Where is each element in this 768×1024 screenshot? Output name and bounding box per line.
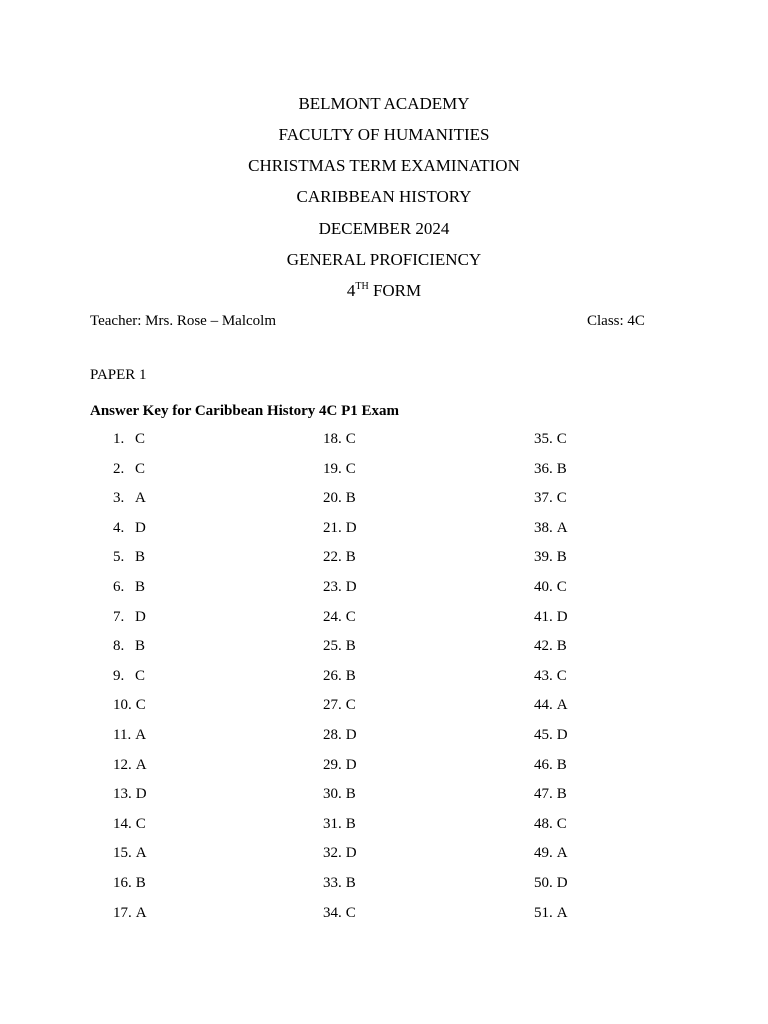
form-word: FORM (372, 281, 422, 300)
question-number: 20. (323, 490, 342, 507)
answer-item (113, 667, 293, 697)
question-number: 29. (323, 756, 342, 773)
answer-letter: D (345, 578, 357, 595)
answer-item (113, 815, 293, 845)
answer-letter: B (345, 874, 356, 891)
exam-title: CHRISTMAS TERM EXAMINATION (248, 156, 520, 175)
answer-letter: B (556, 638, 567, 655)
answer-letter: A (556, 904, 568, 921)
question-number: 51. (534, 904, 553, 921)
answer-item (534, 844, 714, 874)
subject-title: CARIBBEAN HISTORY (296, 187, 472, 206)
answer-item (534, 726, 714, 756)
answer-item (323, 519, 503, 549)
answer-item (113, 756, 293, 786)
answer-letter: C (345, 904, 356, 921)
answer-letter: C (556, 431, 567, 447)
question-number: 32. (323, 845, 342, 862)
answer-item (323, 785, 503, 815)
answer-item (323, 637, 503, 667)
question-number: 40. (534, 578, 553, 595)
answer-letter: D (345, 519, 357, 536)
answer-item (323, 667, 503, 697)
question-number: 46. (534, 756, 553, 773)
answer-item (534, 519, 714, 549)
question-number: 12. (113, 756, 132, 773)
answer-item (534, 667, 714, 697)
answer-item (323, 430, 503, 460)
answer-letter: C (135, 431, 146, 447)
question-number: 2. (113, 460, 125, 477)
question-number: 1. (113, 431, 125, 447)
question-number: 41. (534, 608, 553, 625)
question-number: 27. (323, 697, 342, 714)
answer-item (534, 785, 714, 815)
answer-letter: B (345, 786, 356, 803)
answer-item (113, 785, 293, 815)
question-number: 13. (113, 786, 132, 803)
answer-letter: D (135, 519, 146, 536)
answer-item (534, 460, 714, 490)
answer-letter: B (556, 786, 567, 803)
answer-letter: C (345, 697, 356, 714)
question-number: 45. (534, 726, 553, 743)
question-number: 38. (534, 519, 553, 536)
answer-item (534, 489, 714, 519)
question-number: 8. (113, 638, 125, 655)
answer-item (534, 756, 714, 786)
proficiency-level: GENERAL PROFICIENCY (286, 250, 482, 269)
answer-letter: D (556, 726, 568, 743)
form-number: 4 (346, 281, 356, 300)
answer-column-3 (534, 430, 714, 933)
answer-letter: A (556, 697, 568, 714)
answer-item (323, 756, 503, 786)
answer-item (323, 904, 503, 934)
question-number: 34. (323, 904, 342, 921)
answer-letter: B (556, 756, 567, 773)
question-number: 43. (534, 667, 553, 684)
question-number: 25. (323, 638, 342, 655)
question-number: 9. (113, 667, 125, 684)
answer-item (323, 844, 503, 874)
answer-letter: C (345, 608, 356, 625)
question-number: 48. (534, 815, 553, 832)
answer-item (534, 548, 714, 578)
question-number: 24. (323, 608, 342, 625)
answer-letter: D (345, 726, 357, 743)
answer-item (113, 874, 293, 904)
exam-date: DECEMBER 2024 (318, 219, 450, 238)
answer-letter: A (556, 845, 568, 862)
question-number: 23. (323, 578, 342, 595)
answer-item (323, 460, 503, 490)
question-number: 17. (113, 904, 132, 921)
answer-letter: C (345, 460, 356, 477)
question-number: 10. (113, 697, 132, 714)
question-number: 37. (534, 490, 553, 507)
question-number: 15. (113, 845, 132, 862)
answer-letter: A (135, 756, 147, 773)
answer-letter: B (345, 490, 356, 507)
answer-key-title: Answer Key for Caribbean History 4C P1 Exam (90, 403, 400, 419)
answer-letter: C (135, 667, 146, 684)
question-number: 11. (113, 726, 132, 743)
answer-letter: A (135, 726, 147, 743)
answer-letter: A (135, 904, 147, 921)
class-label: Class: 4C (587, 313, 645, 329)
answer-item (534, 430, 714, 460)
answer-letter: B (345, 667, 356, 684)
question-number: 3. (113, 490, 125, 507)
answer-item (323, 696, 503, 726)
question-number: 21. (323, 519, 342, 536)
answer-item (323, 874, 503, 904)
answer-item (113, 844, 293, 874)
answer-item (323, 815, 503, 845)
answer-letter: B (556, 549, 567, 566)
answer-letter: C (135, 460, 146, 477)
question-number: 49. (534, 845, 553, 862)
answer-letter: A (135, 490, 146, 507)
answer-letter: B (135, 578, 146, 595)
answer-item (113, 578, 293, 608)
answer-item (323, 578, 503, 608)
school-name: BELMONT ACADEMY (298, 94, 470, 113)
answer-item (534, 874, 714, 904)
answer-item (534, 578, 714, 608)
answer-letter: B (135, 638, 146, 655)
answer-item (534, 696, 714, 726)
question-number: 6. (113, 578, 125, 595)
answer-letter: C (556, 490, 567, 507)
answer-letter: C (135, 697, 146, 714)
answer-item (323, 726, 503, 756)
question-number: 5. (113, 549, 125, 566)
answer-item (534, 637, 714, 667)
question-number: 14. (113, 815, 132, 832)
answer-letter: D (135, 608, 146, 625)
answer-letter: B (135, 874, 146, 891)
answer-letter: B (345, 815, 356, 832)
answer-item (534, 904, 714, 934)
paper-label: PAPER 1 (90, 367, 147, 383)
answer-item (113, 460, 293, 490)
answer-item (113, 519, 293, 549)
answer-letter: A (135, 845, 147, 862)
faculty-name: FACULTY OF HUMANITIES (278, 125, 490, 144)
answer-letter: C (556, 578, 567, 595)
form-level (0, 281, 768, 301)
answer-letter: D (345, 845, 357, 862)
answer-letter: C (556, 667, 567, 684)
answer-letter: D (556, 874, 568, 891)
answer-item (113, 696, 293, 726)
question-number: 47. (534, 786, 553, 803)
question-number: 31. (323, 815, 342, 832)
question-number: 22. (323, 549, 342, 566)
answer-letter: C (556, 815, 567, 832)
answer-item (534, 608, 714, 638)
question-number: 36. (534, 460, 553, 477)
question-number: 35. (534, 431, 553, 447)
answer-letter: B (135, 549, 146, 566)
question-number: 44. (534, 697, 553, 714)
answer-column-2 (323, 430, 503, 933)
question-number: 19. (323, 460, 342, 477)
question-number: 50. (534, 874, 553, 891)
question-number: 42. (534, 638, 553, 655)
answer-letter: D (556, 608, 568, 625)
answer-item (113, 548, 293, 578)
answer-letter: D (135, 786, 147, 803)
answer-letter: A (556, 519, 568, 536)
question-number: 4. (113, 519, 125, 536)
answer-letter: B (556, 460, 567, 477)
answer-column-1 (113, 430, 293, 933)
answer-item (323, 548, 503, 578)
question-number: 39. (534, 549, 553, 566)
answer-item (323, 489, 503, 519)
answer-letter: B (345, 638, 356, 655)
answer-letter: B (345, 549, 356, 566)
question-number: 30. (323, 786, 342, 803)
answer-letter: C (345, 431, 356, 447)
question-number: 33. (323, 874, 342, 891)
form-suffix: TH (355, 281, 369, 292)
answer-item (534, 815, 714, 845)
answer-item (113, 637, 293, 667)
answer-item (113, 489, 293, 519)
teacher-name: Teacher: Mrs. Rose – Malcolm (90, 313, 276, 329)
question-number: 7. (113, 608, 125, 625)
answer-item (113, 726, 293, 756)
question-number: 28. (323, 726, 342, 743)
answer-item (113, 608, 293, 638)
answer-item (113, 904, 293, 934)
answer-letter: C (135, 815, 146, 832)
question-number: 26. (323, 667, 342, 684)
answer-letter: D (345, 756, 357, 773)
question-number: 16. (113, 874, 132, 891)
answer-item (323, 608, 503, 638)
answer-item (113, 430, 293, 460)
question-number: 18. (323, 431, 342, 447)
